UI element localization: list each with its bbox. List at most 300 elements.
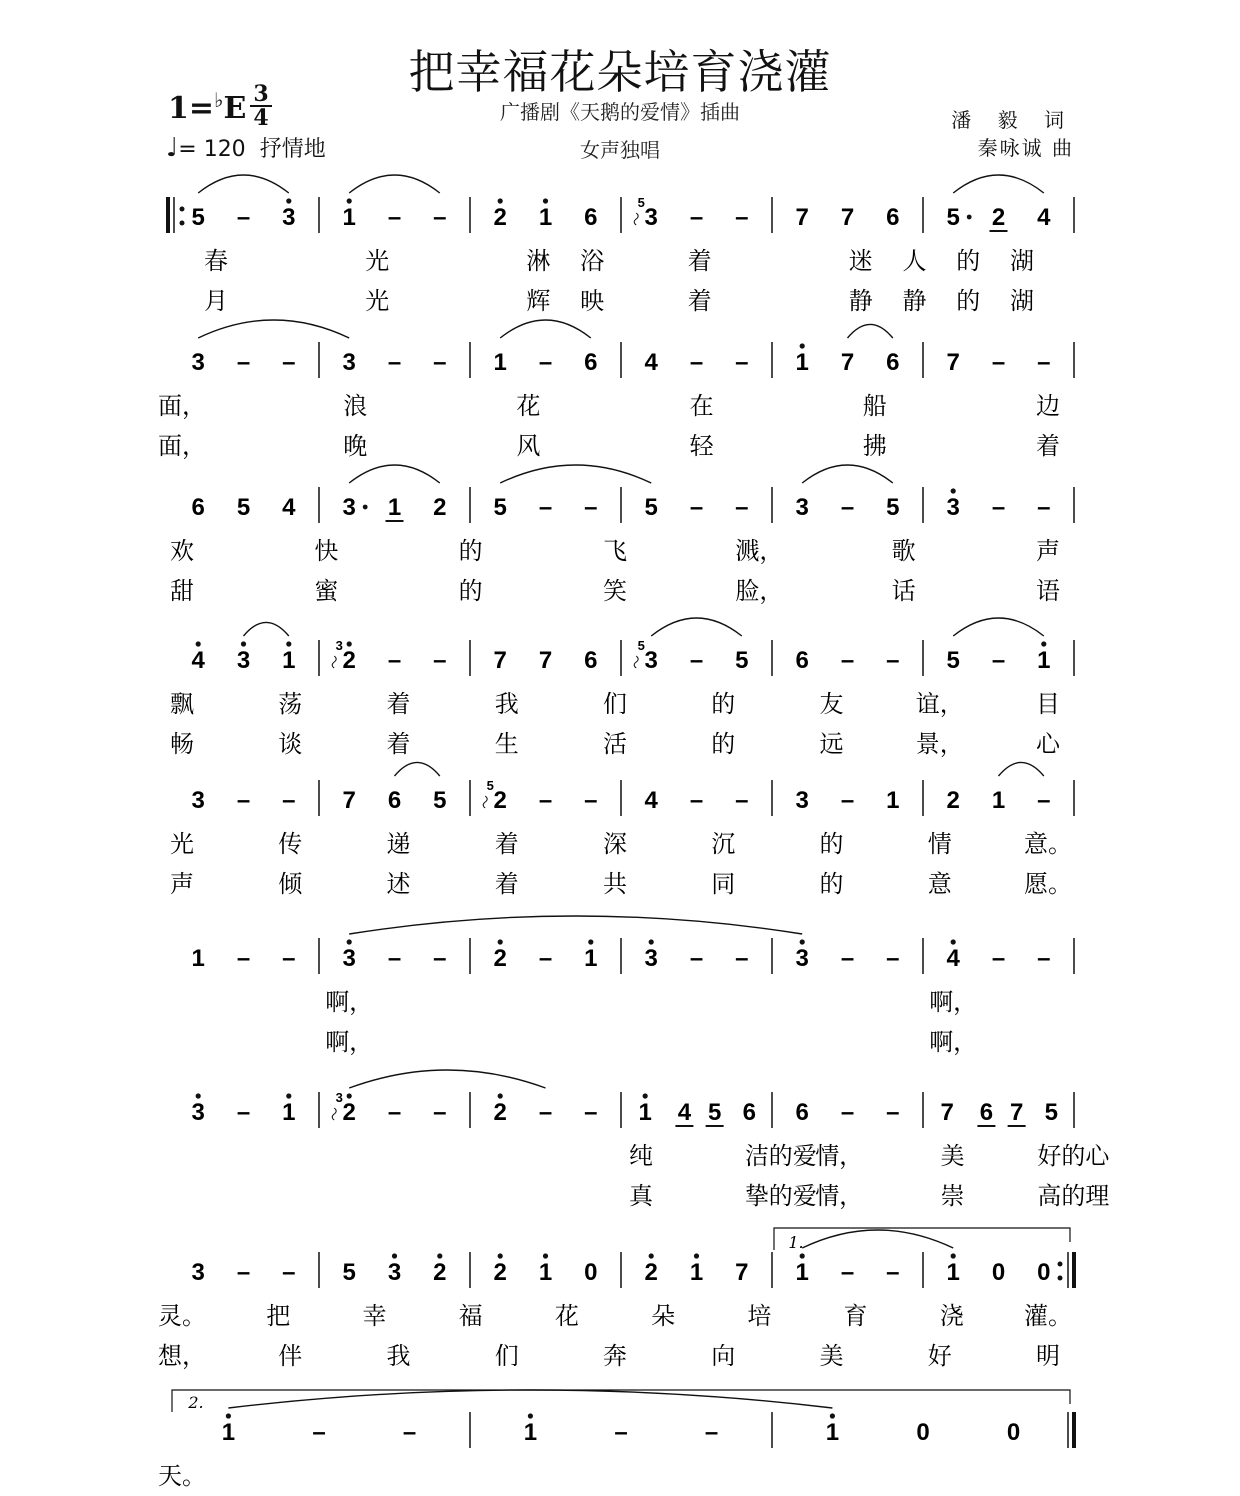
key-note: E — [223, 91, 247, 126]
lyric: 真 — [629, 1182, 653, 1210]
lyric: 我 — [386, 1342, 411, 1370]
dash-extension: – — [433, 204, 447, 231]
lyric: 甜 — [170, 577, 194, 605]
lyric: 的 — [819, 830, 844, 858]
lyric: 倾 — [278, 870, 303, 898]
lyric: 我 — [494, 690, 519, 718]
dash-extension: – — [735, 349, 749, 376]
note: 1 — [538, 204, 553, 231]
note: 1 — [795, 1259, 809, 1286]
high-octave-dot — [498, 1253, 503, 1258]
repeat-dot — [180, 221, 185, 226]
lyric: 月 — [204, 287, 228, 315]
note: 1 — [638, 1099, 652, 1126]
note: 6 — [979, 1099, 994, 1126]
lyric: 们 — [603, 690, 627, 718]
note: 0 — [1037, 1259, 1051, 1286]
dash-extension: – — [991, 647, 1006, 674]
note: 3 — [644, 945, 658, 972]
dash-extension: – — [689, 647, 704, 674]
slur — [349, 175, 440, 193]
note: 3 — [795, 945, 809, 972]
dash-extension: – — [236, 945, 251, 972]
high-octave-dot — [643, 1093, 648, 1098]
slur — [953, 175, 1044, 193]
note: 6 — [795, 647, 809, 674]
note: 2 — [644, 1259, 658, 1286]
lyric: 着 — [494, 870, 519, 898]
note: 5 — [433, 787, 447, 814]
lyric: 灌。 — [1024, 1302, 1072, 1330]
lyric: 把 — [266, 1302, 291, 1330]
lyric: 伴 — [278, 1342, 303, 1370]
lyric: 着 — [386, 690, 411, 718]
note: 7 — [1009, 1099, 1024, 1126]
note: 2 — [342, 647, 356, 674]
lyric: 灵。 — [158, 1302, 206, 1330]
dash-extension: – — [387, 945, 402, 972]
dash-extension: – — [735, 494, 749, 521]
lyric: 花 — [516, 392, 541, 420]
high-octave-dot — [543, 1253, 548, 1258]
note: 6 — [584, 204, 598, 231]
note: 1 — [191, 945, 205, 972]
volta-bracket-2 — [172, 1390, 1070, 1412]
lyric: 湖 — [1010, 287, 1034, 315]
slur — [848, 324, 893, 338]
slur — [395, 762, 440, 776]
note: 7 — [840, 349, 855, 376]
lyric: 语 — [1036, 577, 1060, 605]
dash-extension: – — [236, 1099, 251, 1126]
note: 2 — [493, 204, 507, 231]
dash-extension: – — [735, 204, 749, 231]
lyric: 笑 — [603, 577, 627, 605]
volta-label-2: 2. — [188, 1393, 204, 1412]
lyric: 高的理 — [1037, 1182, 1110, 1210]
lyric: 同 — [711, 870, 736, 898]
note: 7 — [342, 787, 356, 814]
note: 3 — [795, 787, 809, 814]
high-octave-dot — [286, 641, 291, 646]
volta-bracket-1 — [774, 1228, 1070, 1250]
lyric: 的 — [711, 730, 736, 758]
lyric: 纯 — [629, 1142, 653, 1170]
lyric: 着 — [687, 247, 712, 275]
note: 6 — [191, 494, 205, 521]
high-octave-dot — [951, 939, 956, 944]
note: 1 — [795, 349, 809, 376]
lyric: 船 — [862, 392, 887, 420]
note: 3 — [191, 349, 205, 376]
lyric: 天。 — [158, 1462, 206, 1490]
lyric: 轻 — [689, 432, 714, 460]
note: 1 — [991, 787, 1006, 814]
high-octave-dot — [800, 343, 805, 348]
high-octave-dot — [347, 641, 352, 646]
time-bottom: 4 — [253, 105, 269, 131]
lyric: 映 — [580, 287, 605, 315]
note: 4 — [644, 349, 658, 376]
lyric: 话 — [891, 577, 916, 605]
note: 5 — [946, 204, 960, 231]
lyric: 崇 — [940, 1182, 965, 1210]
lyric: 声 — [1036, 537, 1060, 565]
slur — [349, 1070, 545, 1088]
lyric: 好的心 — [1037, 1142, 1110, 1170]
lyric: 递 — [386, 830, 411, 858]
note: 2 — [493, 1259, 507, 1286]
lyric: 静 — [848, 287, 873, 315]
slur — [802, 1230, 953, 1248]
note: 7 — [940, 1099, 954, 1126]
lyric: 共 — [603, 870, 627, 898]
lyric: 面， — [158, 432, 206, 460]
lyric: 情 — [927, 830, 952, 858]
lyric: 深 — [603, 830, 627, 858]
lyric: 的 — [956, 287, 981, 315]
lyric: 啊， — [325, 988, 374, 1016]
augmentation-dot — [967, 215, 972, 220]
dash-extension: – — [689, 945, 704, 972]
note: 4 — [191, 647, 205, 674]
note: 3 — [795, 494, 809, 521]
grace-note: 5 — [486, 778, 494, 793]
lyric: 着 — [494, 830, 519, 858]
grace-note: 3 — [335, 1090, 343, 1105]
high-octave-dot — [196, 1093, 201, 1098]
lyric: 的 — [819, 870, 844, 898]
lyric: 向 — [711, 1342, 736, 1370]
note: 1 — [1037, 647, 1051, 674]
augmentation-dot — [363, 505, 368, 510]
note: 6 — [886, 204, 900, 231]
lyric: 啊， — [929, 988, 978, 1016]
high-octave-dot — [694, 1253, 699, 1258]
lyric: 的 — [711, 690, 736, 718]
lyric: 浪 — [343, 392, 368, 420]
high-octave-dot — [392, 1253, 397, 1258]
volta-label-1: 1. — [788, 1233, 804, 1252]
slur — [953, 618, 1044, 636]
dash-extension: – — [236, 204, 251, 231]
note: 3 — [191, 1099, 205, 1126]
note: 2 — [493, 945, 507, 972]
high-octave-dot — [800, 1253, 805, 1258]
lyric: 情， — [815, 1182, 864, 1210]
high-octave-dot — [347, 1093, 352, 1098]
note: 3 — [644, 647, 658, 674]
key-prefix: 1= — [168, 91, 215, 126]
lyric: 光 — [365, 287, 390, 315]
note: 7 — [840, 204, 855, 231]
dash-extension: – — [1037, 787, 1051, 814]
dash-extension: – — [840, 787, 855, 814]
grace-note: 5 — [637, 195, 645, 210]
high-octave-dot — [347, 939, 352, 944]
lyric: 淋 — [526, 247, 551, 275]
note: 6 — [387, 787, 402, 814]
lyric: 生 — [494, 730, 519, 758]
dash-extension: – — [282, 945, 296, 972]
lyric: 着 — [386, 730, 411, 758]
note: 3 — [644, 204, 658, 231]
lyric: 欢 — [170, 537, 194, 565]
note: 1 — [689, 1259, 704, 1286]
dash-extension: – — [689, 494, 704, 521]
note: 5 — [707, 1099, 722, 1126]
note: 4 — [1037, 204, 1051, 231]
dash-extension: – — [584, 1099, 598, 1126]
dash-extension: – — [991, 494, 1006, 521]
lyric: 飘 — [170, 690, 194, 718]
lyric: 目 — [1036, 690, 1060, 718]
note: 5 — [191, 204, 205, 231]
lyric: 晚 — [343, 432, 368, 460]
lyric: 静 — [902, 287, 927, 315]
dash-extension: – — [433, 647, 447, 674]
performer: 女声独唱 — [580, 138, 660, 162]
note: 5 — [644, 494, 658, 521]
slur — [651, 618, 742, 636]
note: 3 — [342, 349, 356, 376]
slur — [999, 762, 1044, 776]
note: 7 — [946, 349, 960, 376]
note: 1 — [886, 787, 900, 814]
high-octave-dot — [498, 939, 503, 944]
dash-extension: – — [584, 494, 598, 521]
high-octave-dot — [286, 1093, 291, 1098]
lyric: 着 — [687, 287, 712, 315]
note: 1 — [221, 1419, 236, 1446]
note: 4 — [677, 1099, 692, 1126]
lyric: 光 — [365, 247, 390, 275]
grace-slur — [332, 656, 336, 668]
high-octave-dot — [226, 1413, 231, 1418]
composer: 秦咏诚 曲 — [977, 136, 1074, 160]
dash-extension: – — [840, 1099, 855, 1126]
lyric: 歌 — [891, 537, 916, 565]
lyric: 浴 — [580, 247, 605, 275]
grace-slur — [634, 213, 638, 225]
lyric: 的 — [458, 537, 483, 565]
dash-extension: – — [735, 945, 749, 972]
dash-extension: – — [282, 787, 296, 814]
note: 6 — [584, 647, 598, 674]
dash-extension: – — [1037, 494, 1051, 521]
slur — [500, 465, 651, 483]
note: 6 — [742, 1099, 757, 1126]
high-octave-dot — [1041, 641, 1046, 646]
lyric: 愿。 — [1024, 870, 1072, 898]
lyric: 拂 — [862, 432, 887, 460]
repeat-dot — [1058, 1276, 1063, 1281]
repeat-dot — [1058, 1262, 1063, 1267]
note: 5 — [886, 494, 900, 521]
grace-slur — [332, 1108, 336, 1120]
dash-extension: – — [689, 204, 704, 231]
slur — [228, 1390, 832, 1408]
note: 5 — [236, 494, 251, 521]
dash-extension: – — [433, 1099, 447, 1126]
lyric: 的 — [458, 577, 483, 605]
lyric: 沉 — [711, 830, 736, 858]
dash-extension: – — [614, 1419, 628, 1446]
note: 3 — [946, 494, 960, 521]
note: 4 — [282, 494, 296, 521]
high-octave-dot — [528, 1413, 533, 1418]
dash-extension: – — [840, 945, 855, 972]
high-octave-dot — [951, 1253, 956, 1258]
note: 2 — [493, 1099, 507, 1126]
lyric: 明 — [1036, 1342, 1060, 1370]
lyric: 脸， — [735, 577, 784, 605]
dash-extension: – — [282, 349, 296, 376]
slur — [349, 465, 440, 483]
lyric: 传 — [278, 830, 303, 858]
grace-note: 3 — [335, 638, 343, 653]
lyric: 啊， — [325, 1028, 374, 1056]
note: 0 — [916, 1419, 930, 1446]
note: 1 — [584, 945, 598, 972]
dash-extension: – — [886, 1099, 900, 1126]
slur — [198, 175, 289, 193]
note: 0 — [584, 1259, 598, 1286]
note: 1 — [538, 1259, 553, 1286]
lyric: 边 — [1036, 392, 1060, 420]
note: 7 — [735, 1259, 749, 1286]
slur — [244, 622, 289, 636]
lyric: 畅 — [170, 730, 194, 758]
note: 3 — [342, 945, 356, 972]
lyric: 声 — [170, 870, 194, 898]
note: 7 — [795, 204, 809, 231]
note: 2 — [342, 1099, 356, 1126]
dash-extension: – — [704, 1419, 719, 1446]
dash-extension: – — [402, 1419, 417, 1446]
lyric: 幸 — [362, 1302, 387, 1330]
note: 3 — [191, 1259, 205, 1286]
note: 6 — [886, 349, 900, 376]
dash-extension: – — [236, 787, 251, 814]
dash-extension: – — [689, 349, 704, 376]
slur — [802, 465, 893, 483]
song-title: 把幸福花朵培育浇灌 — [408, 45, 832, 99]
lyric: 奔 — [603, 1342, 627, 1370]
note: 4 — [946, 945, 960, 972]
lyric: 的 — [956, 247, 981, 275]
note: 2 — [946, 787, 960, 814]
grace-note: 5 — [637, 638, 645, 653]
lyric: 蜜 — [314, 577, 339, 605]
lyric: 风 — [516, 432, 541, 460]
note: 1 — [523, 1419, 538, 1446]
high-octave-dot — [800, 939, 805, 944]
note: 3 — [191, 787, 205, 814]
high-octave-dot — [649, 939, 654, 944]
lyric: 美 — [819, 1342, 844, 1370]
lyric: 谊， — [915, 690, 964, 718]
dash-extension: – — [735, 787, 749, 814]
note: 6 — [584, 349, 598, 376]
tempo-mood: 抒情地 — [259, 137, 326, 162]
lyric: 想， — [158, 1342, 206, 1370]
lyricist: 潘 毅 词 — [951, 108, 1074, 132]
note: 7 — [493, 647, 507, 674]
high-octave-dot — [437, 1253, 442, 1258]
lyric: 面， — [158, 392, 206, 420]
lyric: 意。 — [1024, 830, 1072, 858]
high-octave-dot — [347, 198, 352, 203]
lyric: 谈 — [278, 730, 303, 758]
dash-extension: – — [236, 349, 251, 376]
lyric: 情， — [815, 1142, 864, 1170]
lyric: 迷 — [848, 247, 873, 275]
high-octave-dot — [498, 198, 503, 203]
note: 7 — [538, 647, 553, 674]
grace-slur — [483, 796, 487, 808]
note: 1 — [493, 349, 507, 376]
lyric: 育 — [843, 1302, 868, 1330]
lyric: 们 — [494, 1342, 519, 1370]
dash-extension: – — [886, 1259, 900, 1286]
note: 1 — [342, 204, 356, 231]
note: 5 — [493, 494, 507, 521]
lyric: 远 — [819, 730, 844, 758]
dash-extension: – — [840, 1259, 855, 1286]
note: 2 — [433, 494, 447, 521]
note: 5 — [735, 647, 749, 674]
note: 5 — [946, 647, 960, 674]
high-octave-dot — [543, 198, 548, 203]
dash-extension: – — [387, 1099, 402, 1126]
dash-extension: – — [538, 349, 553, 376]
lyric: 光 — [170, 830, 194, 858]
high-octave-dot — [951, 488, 956, 493]
lyric: 福 — [458, 1302, 483, 1330]
slur — [349, 916, 802, 934]
high-octave-dot — [649, 1253, 654, 1258]
lyric: 在 — [689, 392, 714, 420]
note: 1 — [282, 647, 296, 674]
high-octave-dot — [286, 198, 291, 203]
dash-extension: – — [1037, 349, 1051, 376]
note: 2 — [493, 787, 507, 814]
dash-extension: – — [991, 349, 1006, 376]
lyric: 述 — [386, 870, 411, 898]
lyric: 湖 — [1010, 247, 1034, 275]
high-octave-dot — [241, 641, 246, 646]
dash-extension: – — [387, 204, 402, 231]
dash-extension: – — [282, 1259, 296, 1286]
dash-extension: – — [433, 349, 447, 376]
note: 1 — [282, 1099, 296, 1126]
dash-extension: – — [886, 647, 900, 674]
lyric: 荡 — [278, 690, 303, 718]
slur — [198, 320, 349, 338]
subtitle: 广播剧《天鹅的爱情》插曲 — [500, 100, 740, 124]
slur — [500, 320, 591, 338]
flat-symbol: ♭ — [214, 88, 224, 112]
lyric: 人 — [902, 247, 927, 275]
note: 4 — [644, 787, 658, 814]
note: 6 — [795, 1099, 809, 1126]
dash-extension: – — [236, 1259, 251, 1286]
dash-extension: – — [538, 494, 553, 521]
grace-slur — [634, 656, 638, 668]
dash-extension: – — [886, 945, 900, 972]
dash-extension: – — [538, 787, 553, 814]
